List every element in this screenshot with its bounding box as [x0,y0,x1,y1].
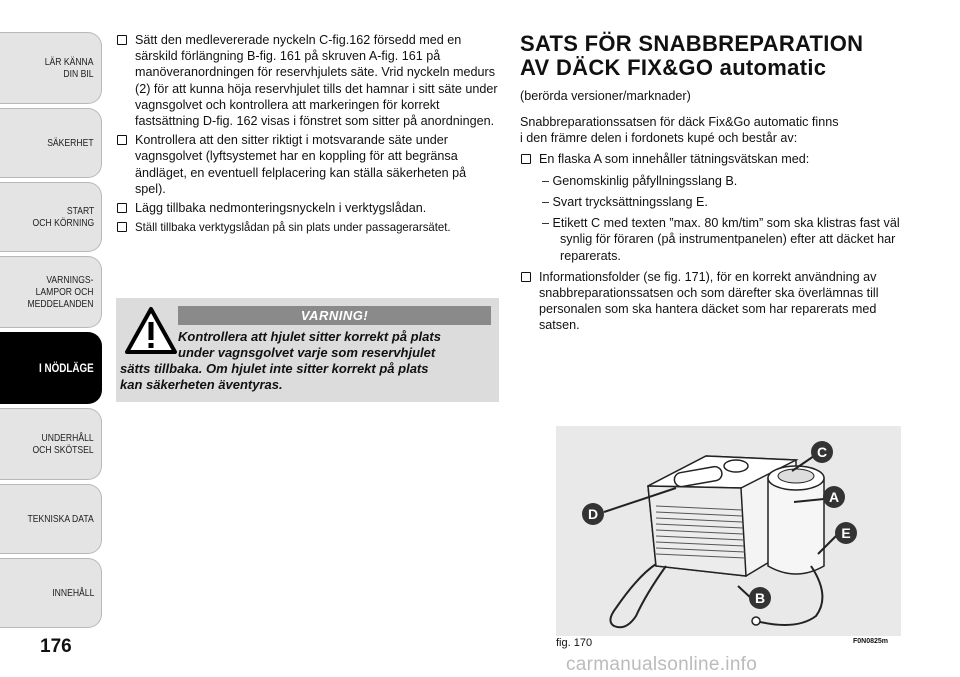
right-column [520,32,910,337]
page-number: 176 [40,636,72,657]
dash-item: – Etikett C med texten ”max. 80 km/tim” som ska klistras fast väl synlig för föraren (på instrumentpanelen) efter att däcket har reparerats. [542,216,900,263]
warning-box [116,298,499,402]
tab-underhall-och-skotsel[interactable]: UNDERHÅLL OCH SKÖTSEL [0,408,102,480]
tab-tekniska-data[interactable]: TEKNISKA DATA [0,484,102,554]
checkbox-bullet-icon [117,35,127,45]
dash-item: – Genomskinlig påfyllningsslang B. [542,173,738,188]
watermark: carmanualsonline.info [566,654,758,675]
list-item: Informationsfolder (se fig. 171), för en korrekt användning av snabbreparationssatsen och som därefter ska överlämnas till personalen som ska hantera däcket som har reparerats med satsen. [520,269,910,334]
checkbox-bullet-icon [521,272,531,282]
list-item: Sätt den medlevererade nyckeln C-fig.162 försedd med en särskild förlängning B-fig. 161 på skruven A-fig. 161 på manöveranordningen för reservhjulets säte. Vrid nyckeln medurs (2) för att kunna höja reservhjulet tills det hamnar i sitt säte under vagnsgolvet och kontrollera att markeringen för korrekt fastsättning D-fig. 162 visas i fönstret som sitter på anordningen. [116,32,498,129]
callout-b: B [754,590,766,606]
figure-caption: fig. 170 [556,637,593,649]
list-item: Lägg tillbaka nedmonteringsnyckeln i verktygslådan. [116,200,498,216]
intro-paragraph: Snabbreparationssatsen för däck Fix&Go automatic finns i den främre delen i fordonets kupé och består av: [520,115,839,146]
figure-fix-and-go-kit [556,426,901,636]
callout-e: E [841,525,851,541]
left-column [116,32,498,238]
warning-text: Kontrollera att hjulet sitter korrekt på plats under vagnsgolvet varje som reservhjulet sätts tillbaka. Om hjulet inte sitter korrekt på plats kan säkerheten äventyras. [120,329,441,392]
tab-start-och-korning[interactable]: START OCH KÖRNING [0,182,102,252]
figure-code: F0N0825m [853,638,889,645]
section-subtitle: (berörda versioner/marknader) [520,89,691,103]
checkbox-bullet-icon [521,154,531,164]
tab-lar-kanna-din-bil[interactable]: LÄR KÄNNA DIN BIL [0,32,102,104]
compressor-illustration [556,426,901,636]
list-item: Ställ tillbaka verktygslådan på sin plats under passagerarsätet. [116,219,498,235]
warning-header: VARNING! [178,306,491,325]
tab-varningslampor[interactable]: VARNINGS- LAMPOR OCH MEDDELANDEN [0,256,102,328]
checkbox-bullet-icon [117,222,127,232]
callout-d: D [587,506,599,522]
tab-i-nodlage[interactable]: I NÖDLÄGE [0,332,102,404]
dash-item: – Svart trycksättningsslang E. [542,195,708,210]
callout-c: C [816,444,828,460]
callout-a: A [828,489,840,505]
checkbox-bullet-icon [117,135,127,145]
tab-innehall[interactable]: INNEHÅLL [0,558,102,628]
checkbox-bullet-icon [117,203,127,213]
list-item: Kontrollera att den sitter riktigt i motsvarande säte under vagnsgolvet (lyftsystemet har en koppling för att begränsa ändläget, en eventuell felplacering kan ställa säkerheten på spel). [116,132,498,197]
tab-sakerhet[interactable]: SÄKERHET [0,108,102,178]
list-item: En flaska A som innehåller tätningsvätskan med: [520,151,910,167]
section-title: SATS FÖR SNABBREPARATION AV DÄCK FIX&GO automatic [520,31,864,80]
